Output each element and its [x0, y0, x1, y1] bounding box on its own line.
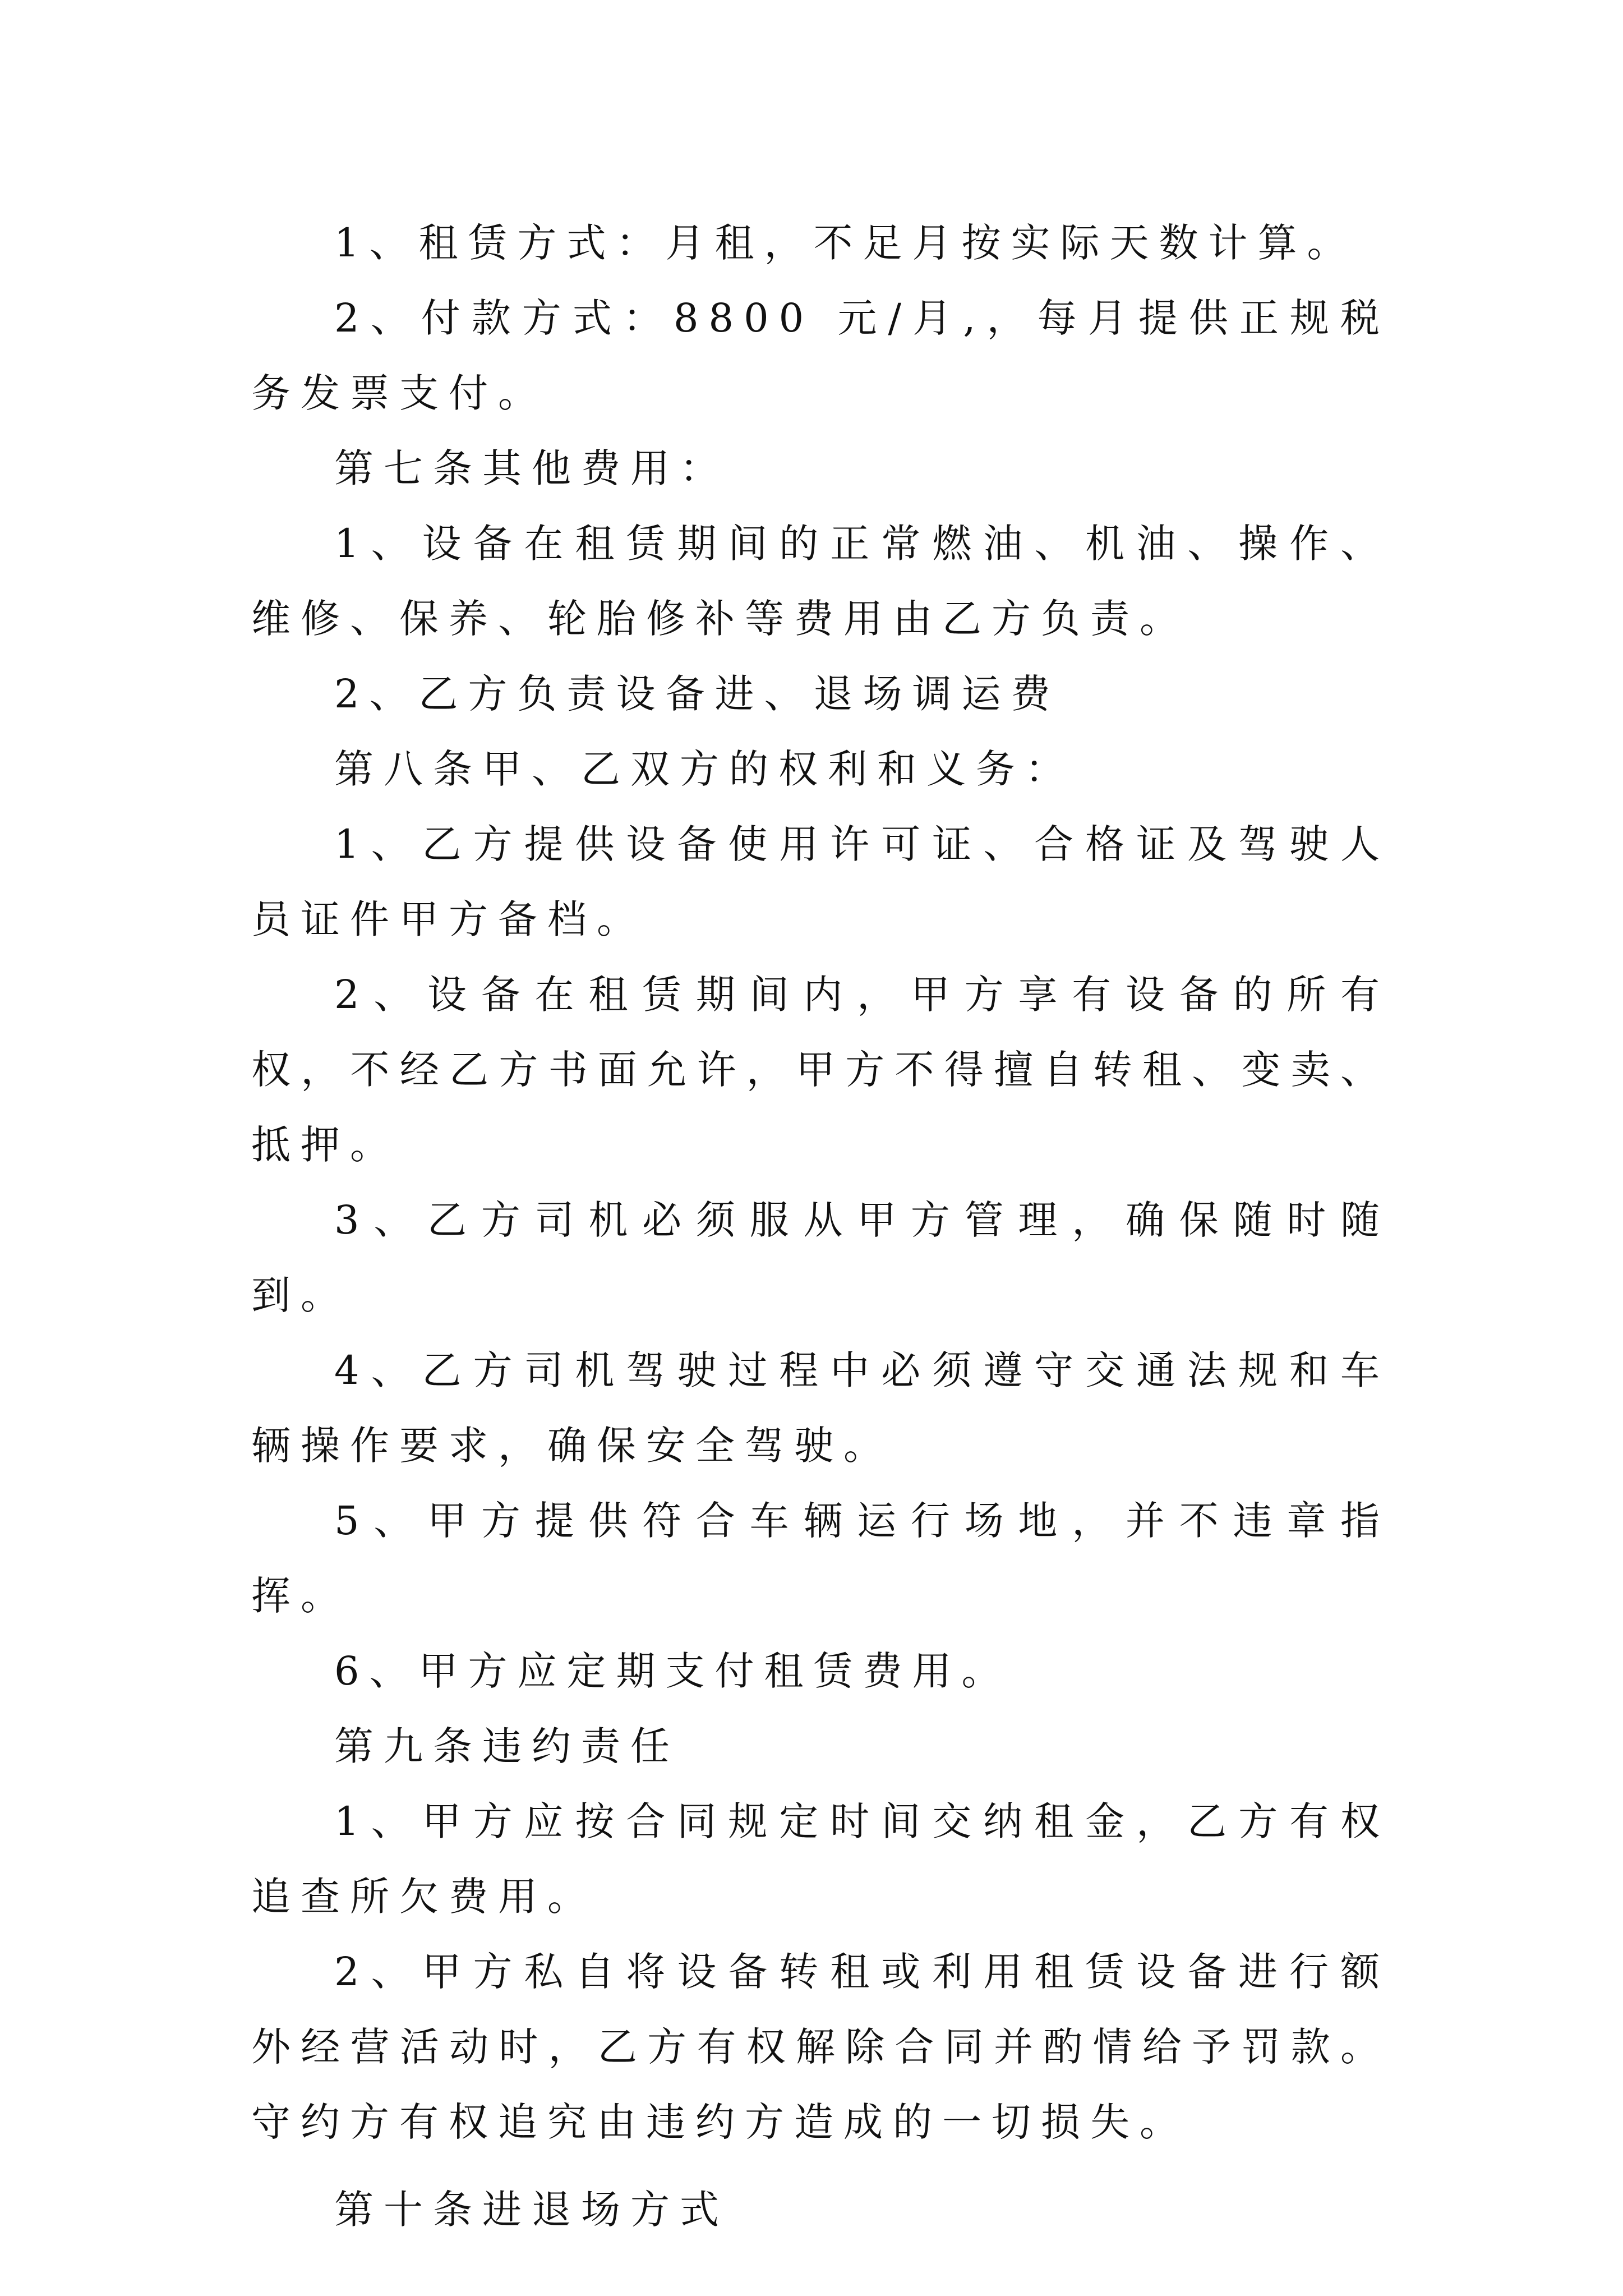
heading-article-7: 第七条其他费用：	[334, 445, 729, 491]
heading-article-8: 第八条甲、乙双方的权利和义务：	[334, 746, 1075, 792]
paragraph-payment-method: 2、付款方式：8800 元/月,，每月提供正规税务发票支付。	[251, 295, 1390, 416]
paragraph-article-7-item-1: 1、设备在租赁期间的正常燃油、机油、操作、维修、保养、轮胎修补等费用由乙方负责。	[251, 521, 1390, 642]
paragraph-article-8-item-2: 2、设备在租赁期间内，甲方享有设备的所有权，不经乙方书面允许，甲方不得擅自转租、变卖、抵押。	[251, 972, 1390, 1168]
document-body	[251, 205, 1390, 2247]
paragraph-article-8-item-6: 6、甲方应定期支付租赁费用。	[334, 1648, 1011, 1694]
heading-article-10: 第十条进退场方式	[334, 2187, 729, 2233]
paragraph-article-8-item-3: 3、乙方司机必须服从甲方管理，确保随时随到。	[251, 1197, 1390, 1318]
paragraph-article-8-item-1: 1、乙方提供设备使用许可证、合格证及驾驶人员证件甲方备档。	[251, 821, 1390, 942]
heading-article-9: 第九条违约责任	[334, 1723, 680, 1769]
paragraph-article-8-item-5: 5、甲方提供符合车辆运行场地，并不违章指挥。	[251, 1498, 1390, 1619]
paragraph-article-9-item-1: 1、甲方应按合同规定时间交纳租金，乙方有权追查所欠费用。	[251, 1798, 1390, 1920]
paragraph-article-9-item-2: 2、甲方私自将设备转租或利用租赁设备进行额外经营活动时，乙方有权解除合同并酌情给予罚款。守约方有权追究由违约方造成的一切损失。	[251, 1949, 1390, 2145]
paragraph-article-8-item-4: 4、乙方司机驾驶过程中必须遵守交通法规和车辆操作要求，确保安全驾驶。	[251, 1347, 1390, 1469]
paragraph-lease-method: 1、租赁方式：月租，不足月按实际天数计算。	[334, 220, 1357, 266]
paragraph-article-7-item-2: 2、乙方负责设备进、退场调运费	[334, 671, 1061, 717]
